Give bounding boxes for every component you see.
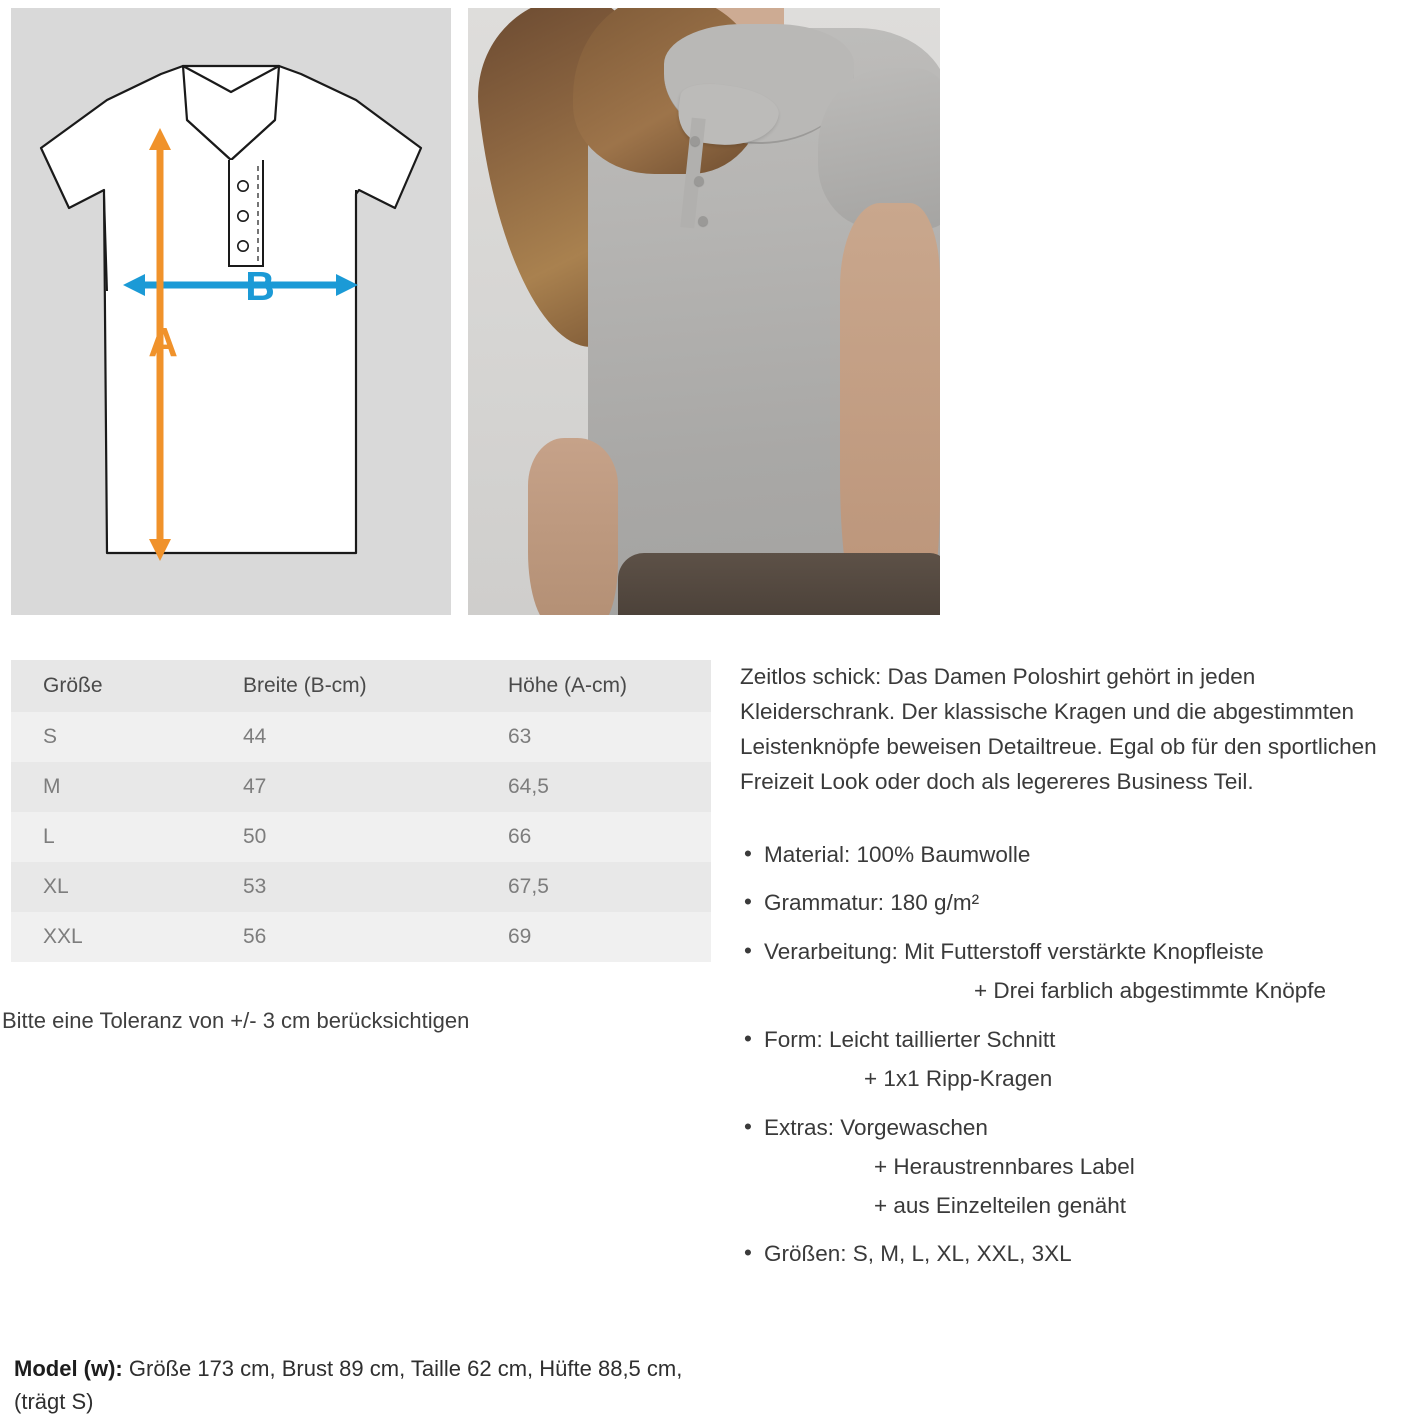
table-row [11, 812, 711, 862]
column-header-size: Größe [11, 660, 211, 712]
table-row [11, 912, 711, 962]
tolerance-note: Bitte eine Toleranz von +/- 3 cm berücksichtigen [2, 1008, 470, 1033]
cell-size: XL [11, 862, 211, 912]
feature-main: Größen: S, M, L, XL, XXL, 3XL [764, 1241, 1072, 1267]
description-intro: Zeitlos schick: Das Damen Poloshirt gehört in jeden Kleiderschrank. Der klassische Kragen und die abgestimmten Leistenknöpfe beweisen Detailtreue. Egal ob für den sportlichen Freizeit Look oder doch als legereres Business Teil. [740, 664, 1377, 794]
cell-size: S [11, 712, 211, 762]
cell-height: 67,5 [476, 862, 711, 912]
model-photo [468, 8, 940, 615]
width-label: B [245, 263, 275, 309]
model-arm-left [528, 438, 618, 615]
table-row [11, 762, 711, 812]
cell-size: XXL [11, 912, 211, 962]
polo-button [698, 216, 708, 226]
cell-width: 53 [211, 862, 476, 912]
size-diagram-panel [11, 8, 451, 615]
list-item [740, 1237, 1405, 1272]
feature-sub-2: + aus Einzelteilen genäht [874, 1192, 1127, 1218]
feature-main: Extras: Vorgewaschen [764, 1114, 988, 1140]
cell-height: 63 [476, 712, 711, 762]
list-item [740, 886, 1405, 921]
feature-main: Grammatur: 180 g/m² [764, 890, 980, 916]
column-header-width: Breite (B-cm) [211, 660, 476, 712]
cell-width: 56 [211, 912, 476, 962]
feature-main: Form: Leicht taillierter Schnitt [764, 1027, 1056, 1052]
table-row [11, 712, 711, 762]
cell-width: 44 [211, 712, 476, 762]
cell-height: 69 [476, 912, 711, 962]
list-item [740, 838, 1405, 873]
polo-button [694, 176, 704, 186]
list-item [740, 1023, 1405, 1097]
feature-sub: + Drei farblich abgestimmte Knöpfe [974, 978, 1327, 1004]
table-row [11, 862, 711, 912]
height-label: A [148, 319, 178, 365]
feature-sub: + Heraustrennbares Label [874, 1153, 1135, 1179]
size-table [11, 660, 711, 962]
model-note-text: Größe 173 cm, Brust 89 cm, Taille 62 cm, Hüfte 88,5 cm, (trägt S) [14, 1356, 683, 1414]
model-note [14, 1352, 714, 1418]
feature-main: Material: 100% Baumwolle [764, 841, 1031, 867]
cell-width: 47 [211, 762, 476, 812]
list-item [740, 935, 1405, 1009]
image-row [11, 8, 1402, 615]
model-note-label: Model (w): [14, 1356, 123, 1381]
cell-height: 66 [476, 812, 711, 862]
cell-size: M [11, 762, 211, 812]
product-description [740, 660, 1405, 1286]
feature-list [740, 838, 1405, 1273]
list-item [740, 1111, 1405, 1224]
model-pants [618, 553, 940, 615]
size-table-wrapper [11, 660, 711, 962]
cell-width: 50 [211, 812, 476, 862]
cell-size: L [11, 812, 211, 862]
table-header-row [11, 660, 711, 712]
cell-height: 64,5 [476, 762, 711, 812]
column-header-height: Höhe (A-cm) [476, 660, 711, 712]
polo-button [690, 136, 700, 146]
feature-sub: + 1x1 Ripp-Kragen [864, 1065, 1053, 1091]
feature-main: Verarbeitung: Mit Futterstoff verstärkte Knopfleiste [764, 939, 1264, 965]
polo-measurement-sketch [11, 8, 451, 615]
